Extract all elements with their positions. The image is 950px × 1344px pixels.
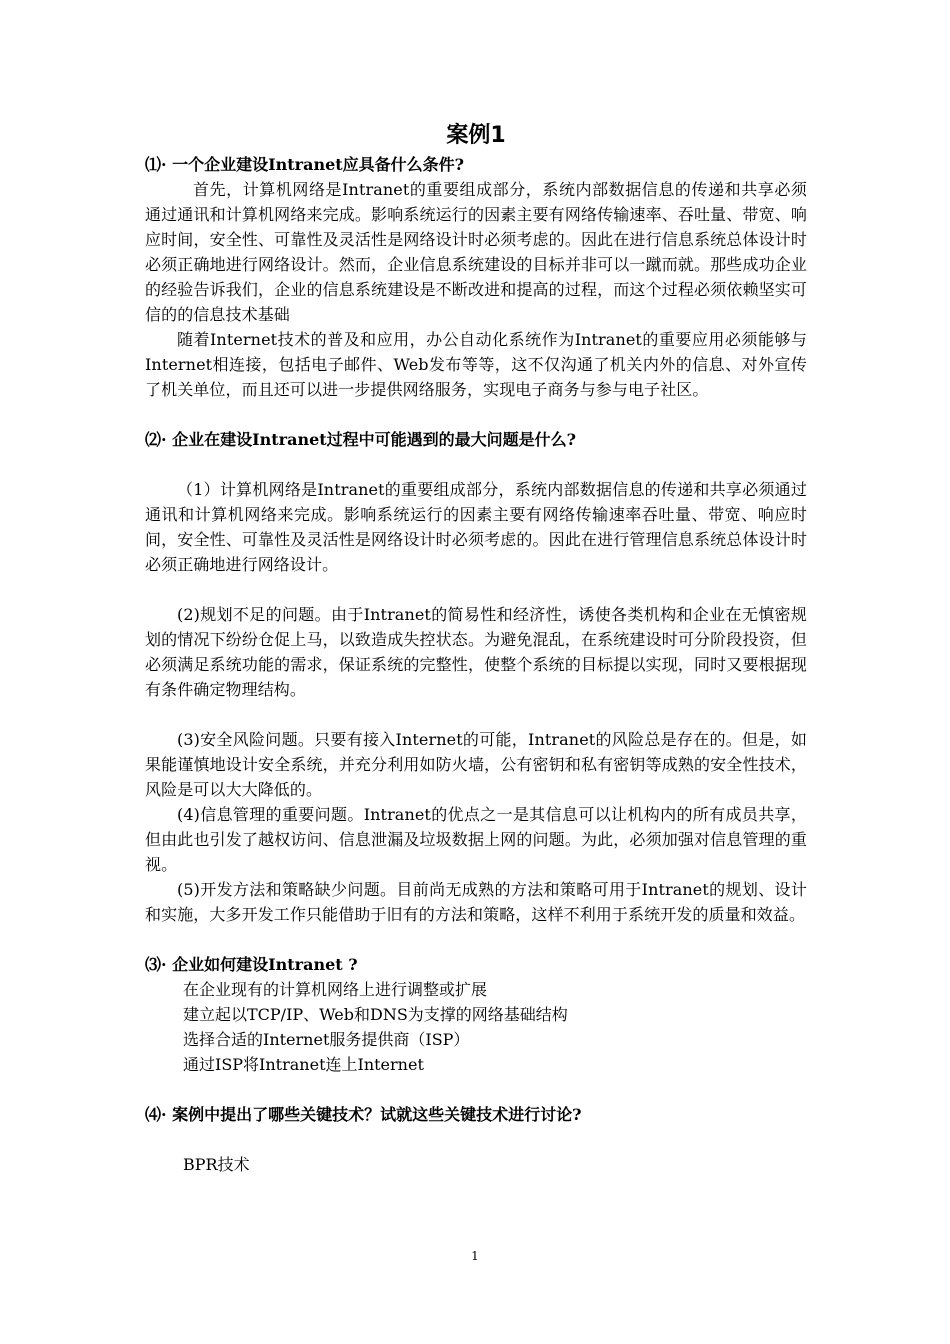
spacer xyxy=(145,1127,807,1152)
paragraph-1-1: 首先，计算机网络是Intranet的重要组成部分，系统内部数据信息的传递和共享必须通过通讯和计算机网络来完成。影响系统运行的因素主要有网络传输速率、吞吐量、带宽、响应时间，安全性、可靠性及灵活性是网络设计时必须考虑的。因此在进行信息系统总体设计时必须正确地进行网络设计。然而，企业信息系统建设的目标并非可以一蹴而就。那些成功企业的经验告诉我们，企业的信息系统建设是不断改进和提高的过程，而这个过程必须依赖坚实可信的的信息技术基础 xyxy=(145,180,807,324)
question-1: ⑴· 一个企业建设Intranet应具备什么条件? xyxy=(145,155,465,174)
paragraph-2-4: (4)信息管理的重要问题。Intranet的优点之一是其信息可以让机构内的所有成员共享，但由此也引发了越权访问、信息泄漏及垃圾数据上网的问题。为此，必须加强对信息管理的重视。 xyxy=(145,805,807,874)
paragraph-2-3: (3)安全风险问题。只要有接入Internet的可能，Intranet的风险总是存在的。但是，如果能谨慎地设计安全系统，并充分利用如防火墙，公有密钥和私有密钥等成熟的安全性技术，风险是可以大大降低的。 xyxy=(145,730,807,799)
paragraph-2-1: （1）计算机网络是Intranet的重要组成部分，系统内部数据信息的传递和共享必须通过通讯和计算机网络来完成。影响系统运行的因素主要有网络传输速率吞吐量、带宽、响应时间，安全性、可靠性及灵活性是网络设计时必须考虑的。因此在进行管理信息系统总体设计时必须正确地进行网络设计。 xyxy=(145,480,807,574)
spacer xyxy=(145,577,807,602)
spacer xyxy=(145,927,807,952)
question-2: ⑵· 企业在建设Intranet过程中可能遇到的最大问题是什么? xyxy=(145,430,577,449)
list-item-3-2: 建立起以TCP/IP、Web和DNS为支撑的网络基础结构 xyxy=(183,1005,568,1024)
spacer xyxy=(145,402,807,427)
document-content xyxy=(145,120,807,1177)
list-item-3-3: 选择合适的Internet服务提供商（ISP） xyxy=(183,1030,470,1049)
page-number: 1 xyxy=(471,1249,479,1263)
question-4: ⑷· 案例中提出了哪些关键技术？试就这些关键技术进行讨论? xyxy=(145,1105,582,1124)
list-item-4-1: BPR技术 xyxy=(183,1155,250,1174)
question-3: ⑶· 企业如何建设Intranet ? xyxy=(145,955,358,974)
paragraph-2-2: (2)规划不足的问题。由于Intranet的简易性和经济性，诱使各类机构和企业在无慎密规划的情况下纷纷仓促上马，以致造成失控状态。为避免混乱，在系统建设时可分阶段投资，但必须满足系统功能的需求，保证系统的完整性，使整个系统的目标提以实现，同时又要根据现有条件确定物理结构。 xyxy=(145,605,807,699)
paragraph-2-5: (5)开发方法和策略缺少问题。目前尚无成熟的方法和策略可用于Intranet的规划、设计和实施，大多开发工作只能借助于旧有的方法和策略，这样不利用于系统开发的质量和效益。 xyxy=(145,880,807,924)
spacer xyxy=(145,452,807,477)
document-title: 案例1 xyxy=(446,123,506,148)
spacer xyxy=(145,1077,807,1102)
paragraph-1-2: 随着Internet技术的普及和应用，办公自动化系统作为Intranet的重要应用必须能够与Internet相连接，包括电子邮件、Web发布等等，这不仅沟通了机关内外的信息、对外宣传了机关单位，而且还可以进一步提供网络服务，实现电子商务与参与电子社区。 xyxy=(145,330,807,399)
list-item-3-4: 通过ISP将Intranet连上Internet xyxy=(183,1055,424,1074)
spacer xyxy=(145,702,807,727)
list-item-3-1: 在企业现有的计算机网络上进行调整或扩展 xyxy=(183,980,488,999)
